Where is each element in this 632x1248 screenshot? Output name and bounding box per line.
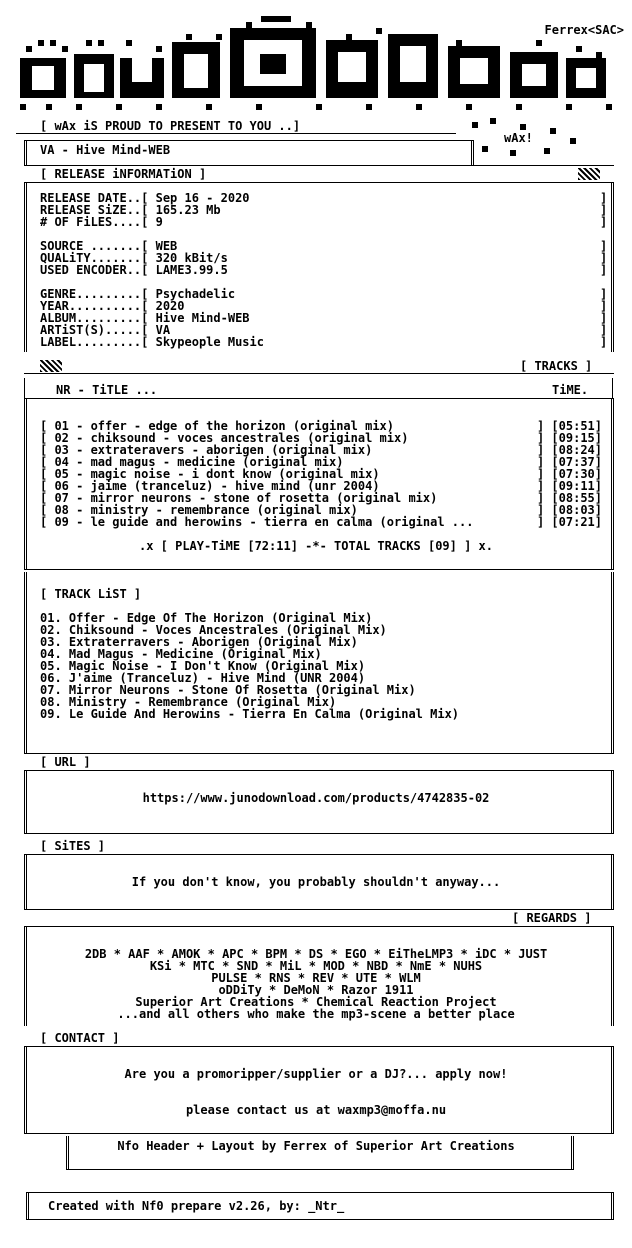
field-value: 9 [155, 215, 163, 229]
table-row: [ 02 - chiksound - voces ancestrales (original mix) ] [09:15] [40, 431, 602, 445]
created-box-bottom [26, 1219, 614, 1220]
section-shade [578, 168, 600, 180]
contact-box [24, 1046, 614, 1134]
tracklist-section-label: [ TRACK LiST ] [40, 587, 142, 601]
field-label: YEAR..........[ [40, 299, 149, 313]
regards-box-top [24, 926, 614, 927]
regards-line: KSi * MTC * SND * MiL * MOD * NBD * NmE * NUHS [149, 959, 483, 973]
regards-line: 2DB * AAF * AMOK * APC * BPM * DS * EGO * EiTheLMP3 * iDC * JUST [84, 947, 548, 961]
field-label: LABEL.........[ [40, 335, 149, 349]
col-title: NR - TiTLE ... [56, 383, 158, 397]
sites-box-top [24, 854, 614, 855]
footer-credit-bottom [66, 1169, 574, 1170]
tracks-section-label: [ TRACKS ] [520, 359, 593, 373]
col-time: TiME. [552, 383, 589, 397]
field-value: VA [155, 323, 171, 337]
regards-line: oDDiTy * DeMoN * Razor 1911 [218, 983, 414, 997]
regards-section-label: [ REGARDS ] [512, 911, 592, 925]
created-box-top [26, 1192, 614, 1193]
list-item: 05. Magic Noise - I Don't Know (Original Mix) [40, 659, 366, 673]
contact-line-1: Are you a promoripper/supplier or a DJ?... apply now! [124, 1067, 508, 1081]
table-row: [ 05 - magic noise - i dont know (original mix) ] [07:30] [40, 467, 602, 481]
regards-line: PULSE * RNS * REV * UTE * WLM [211, 971, 421, 985]
table-row: [ 01 - offer - edge of the horizon (original mix) ] [05:51] [40, 419, 602, 433]
logo-sub: wAx! [504, 131, 533, 145]
table-row: [ 03 - extrateravers - aborigen (original mix) ] [08:24] [40, 443, 602, 457]
created-with: Created with Nf0 prepare v2.26, by: _Ntr_ [48, 1199, 345, 1213]
url-section-label: [ URL ] [40, 755, 91, 769]
col-rule-left [24, 378, 25, 398]
field-label: GENRE.........[ [40, 287, 149, 301]
table-row: [ 08 - ministry - remembrance (original mix) ] [08:03] [40, 503, 602, 517]
list-item: 04. Mad Magus - Medicine (Original Mix) [40, 647, 322, 661]
right-brackets: ] ] ] ] ] ] ] ] ] ] ] [600, 191, 608, 349]
list-item: 03. Extraterravers - Aborigen (Original Mix) [40, 635, 358, 649]
field-label: # OF FiLES....[ [40, 215, 149, 229]
table-row: [ 06 - jaime (tranceluz) - hive mind (unr 2004) ] [09:11] [40, 479, 602, 493]
header-credit: Ferrex<SAC> [544, 23, 624, 37]
field-label: QUALiTY.......[ [40, 251, 149, 265]
field-value: Psychadelic [155, 287, 236, 301]
contact-box-bottom [24, 1133, 614, 1134]
field-label: RELEASE SiZE..[ [40, 203, 149, 217]
tracklist-bottom [24, 753, 614, 754]
tracks-shade [40, 360, 62, 372]
field-label: RELEASE DATE..[ [40, 191, 149, 205]
field-value: 165.23 Mb [155, 203, 221, 217]
url-box-bottom [24, 833, 614, 834]
tagline: [ wAx iS PROUD TO PRESENT TO YOU ..] [40, 119, 301, 133]
col-rule-right [612, 378, 613, 398]
tracks-summary: .x [ PLAY-TiME [72:11] -*- TOTAL TRACKS [09] ] x. [138, 539, 493, 553]
regards-line: Superior Art Creations * Chemical Reaction Project [135, 995, 497, 1009]
tracks-rule [24, 373, 614, 374]
field-label: USED ENCODER..[ [40, 263, 149, 277]
url-box-top [24, 770, 614, 771]
contact-box-top [24, 1046, 614, 1047]
field-label: ALBUM.........[ [40, 311, 149, 325]
release-section-label: [ RELEASE iNFORMATiON ] [40, 167, 207, 181]
tagline-rule [16, 133, 456, 134]
field-value: Sep 16 - 2020 [155, 191, 250, 205]
table-row: [ 09 - le guide and herowins - tierra en calma (original ... ] [07:21] [40, 515, 602, 529]
list-item: 09. Le Guide And Herowins - Tierra En Calma (Original Mix) [40, 707, 460, 721]
release-title: VA - Hive Mind-WEB [40, 143, 171, 157]
field-value: 2020 [155, 299, 185, 313]
field-label: SOURCE .......[ [40, 239, 149, 253]
table-row: [ 04 - mad magus - medicine (original mix) ] [07:37] [40, 455, 602, 469]
sites-text: If you don't know, you probably shouldn't anyway... [131, 875, 501, 889]
list-item: 01. Offer - Edge Of The Horizon (Original Mix) [40, 611, 373, 625]
title-box-top [24, 140, 474, 141]
sites-section-label: [ SiTES ] [40, 839, 106, 853]
contact-section-label: [ CONTACT ] [40, 1031, 120, 1045]
tracks-box-bottom [24, 569, 614, 570]
table-row: [ 07 - mirror neurons - stone of rosetta (original mix) ] [08:55] [40, 491, 602, 505]
wax-logo [16, 14, 616, 114]
sites-box-bottom [24, 909, 614, 910]
release-box-top [24, 182, 614, 183]
list-item: 07. Mirror Neurons - Stone Of Rosetta (Original Mix) [40, 683, 416, 697]
list-item: 06. J'aime (Tranceluz) - Hive Mind (UNR 2004) [40, 671, 366, 685]
list-item: 08. Ministry - Remembrance (Original Mix) [40, 695, 337, 709]
tracks-box-top [24, 398, 614, 399]
list-item: 02. Chiksound - Voces Ancestrales (Original Mix) [40, 623, 387, 637]
contact-line-2[interactable]: please contact us at waxmp3@moffa.nu [185, 1103, 447, 1117]
footer-credit: Nfo Header + Layout by Ferrex of Superior Art Creations [117, 1139, 515, 1153]
field-value: WEB [155, 239, 178, 253]
field-value: 320 kBit/s [155, 251, 228, 265]
field-label: ARTiST(S).....[ [40, 323, 149, 337]
field-value: Hive Mind-WEB [155, 311, 250, 325]
field-value: LAME3.99.5 [155, 263, 228, 277]
logo-art [16, 14, 616, 114]
field-value: Skypeople Music [155, 335, 264, 349]
title-box-bottom [24, 165, 614, 166]
regards-line: ...and all others who make the mp3-scene a better place [117, 1007, 515, 1021]
url-link[interactable]: https://www.junodownload.com/products/4742835-02 [142, 791, 490, 805]
